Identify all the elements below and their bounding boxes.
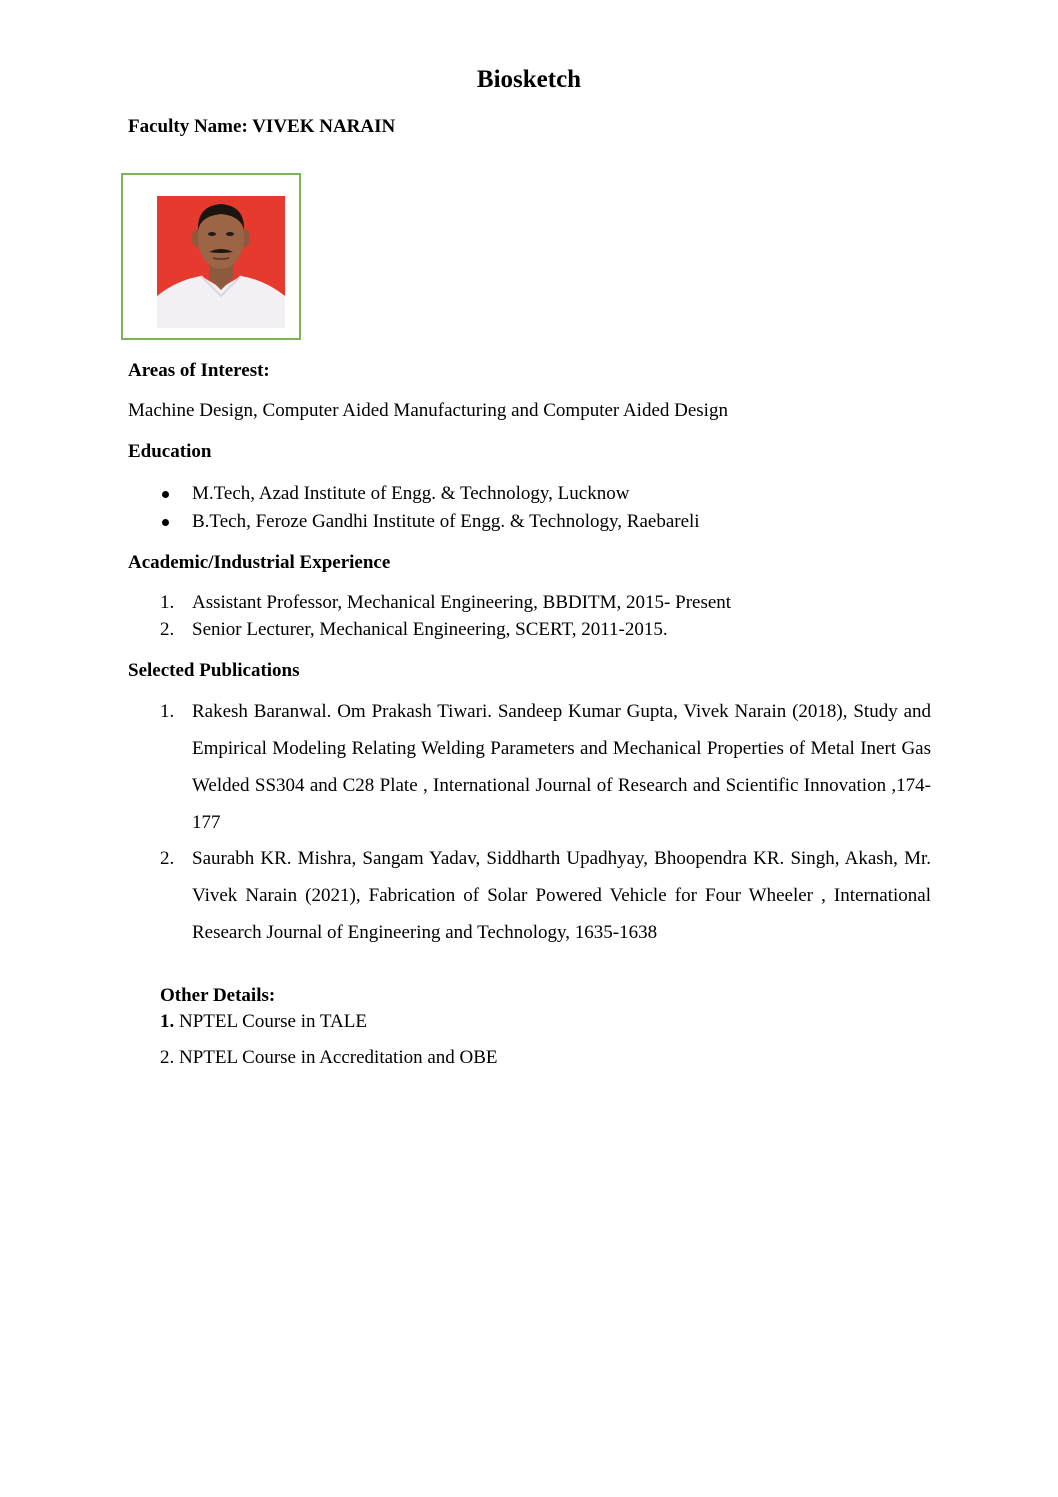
experience-heading: Academic/Industrial Experience <box>128 552 391 573</box>
faculty-name-line <box>128 116 395 138</box>
faculty-photo <box>157 196 285 328</box>
list-item <box>160 1047 498 1069</box>
item-number: 1. <box>160 701 175 722</box>
areas-heading: Areas of Interest: <box>128 360 270 381</box>
photo-frame <box>121 173 301 340</box>
education-item: B.Tech, Feroze Gandhi Institute of Engg. & Technology, Raebareli <box>192 511 700 532</box>
item-number: 1. <box>160 592 175 613</box>
page-title: Biosketch <box>476 66 582 93</box>
portrait-image <box>157 196 285 328</box>
item-number: 2. <box>160 619 175 640</box>
publications-heading: Selected Publications <box>128 660 300 681</box>
faculty-name-label: Faculty Name: <box>128 116 248 137</box>
experience-item: Assistant Professor, Mechanical Engineering, BBDITM, 2015- Present <box>192 592 732 613</box>
bullet-icon <box>162 519 169 526</box>
list-item <box>160 1011 367 1033</box>
other-item: NPTEL Course in TALE <box>179 1011 367 1032</box>
publication-item: Saurabh KR. Mishra, Sangam Yadav, Siddharth Upadhyay, Bhoopendra KR. Singh, Akash, Mr. Vivek Narain (2021), Fabrication of Solar Powered Vehicle for Four Wheeler , International Research Journal of Engineering and Technology, 1635-1638 <box>192 848 931 943</box>
education-item: M.Tech, Azad Institute of Engg. & Technology, Lucknow <box>192 483 630 504</box>
other-heading: Other Details: <box>160 985 276 1006</box>
publication-item: Rakesh Baranwal. Om Prakash Tiwari. Sandeep Kumar Gupta, Vivek Narain (2018), Study and Empirical Modeling Relating Welding Parameters and Mechanical Properties of Metal Inert Gas Welded SS304 and C28 Plate , International Journal of Research and Scientific Innovation ,174-177 <box>192 701 931 833</box>
other-item: NPTEL Course in Accreditation and OBE <box>179 1047 498 1068</box>
item-number: 1. <box>160 1011 175 1032</box>
item-number: 2. <box>160 1047 175 1068</box>
item-number: 2. <box>160 848 175 869</box>
areas-text: Machine Design, Computer Aided Manufacturing and Computer Aided Design <box>128 400 728 421</box>
bullet-icon <box>162 491 169 498</box>
faculty-name-value: VIVEK NARAIN <box>252 116 396 137</box>
education-heading: Education <box>128 441 212 462</box>
experience-item: Senior Lecturer, Mechanical Engineering, SCERT, 2011-2015. <box>192 619 668 640</box>
